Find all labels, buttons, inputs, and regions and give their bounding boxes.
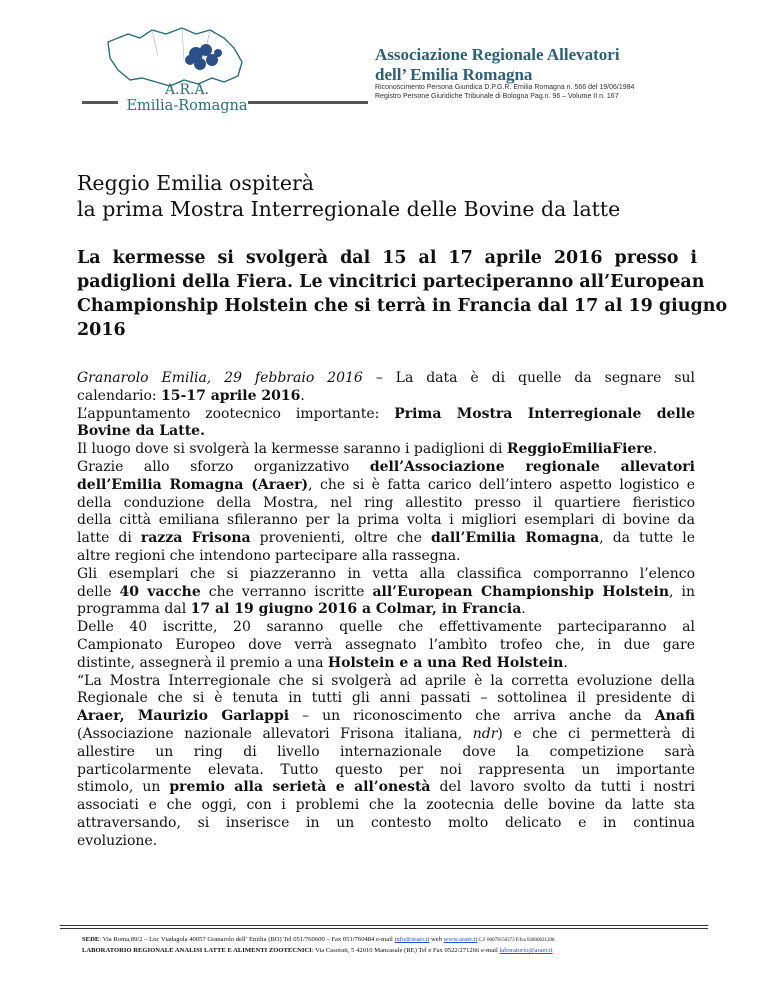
body-line: latte di razza Frisona provenienti, oltre che dall’Emilia Romagna, da tutte le (77, 530, 695, 547)
body-line: associati e che oggi, con i problemi che la zootecnia delle bovine da latte sta (77, 797, 695, 814)
logo-abbreviation: A.R.A. (164, 82, 210, 98)
body-line: della città emiliana sfileranno per la prima volta i migliori esemplari di bovine da (77, 512, 695, 529)
subheadline (77, 246, 728, 342)
footer-line: LABORATORIO REGIONALE ANALISI LATTE E ALIMENTI ZOOTECNICI: Via Casorati, 5 42010 Mancasale (RE) Tel e Fax 0522/271266 e-mail laboratorio@araer.it (82, 947, 553, 954)
body-line: Granarolo Emilia, 29 febbraio 2016 – La data è di quelle da segnare sul (77, 370, 696, 386)
logo-left-rule (82, 101, 118, 104)
footer-rule (60, 925, 708, 926)
body-line: distinte, assegnerà il premio a una Holstein e a una Red Holstein. (77, 654, 568, 671)
body-line: (Associazione nazionale allevatori Frisona italiana, ndr) e che ci permetterà di (77, 725, 695, 742)
subheadline-line: 2016 (77, 320, 126, 340)
registration-line: Registro Persone Giuridiche Tribunale di Bologna Pag.n. 96 – Volume II n. 167 (375, 93, 619, 100)
body-line: allestire un ring di livello internazionale dove la competizione sarà (77, 743, 695, 760)
body-line: altre regioni che intendono partecipare alla rassegna. (77, 547, 461, 564)
ara-logo (78, 20, 340, 120)
logo-right-rule (248, 101, 368, 104)
logo-name: Emilia-Romagna (126, 98, 248, 114)
registration-line: Riconoscimento Persona Giuridica D.P.G.R. Emilia Romagna n. 566 del 19/06/1984 (375, 84, 635, 91)
body-line: particolarmente elevata. Tutto questo per noi rappresenta un importante (77, 761, 695, 778)
body-line: calendario: 15-17 aprile 2016. (77, 387, 305, 404)
body-line: “La Mostra Interregionale che si svolgerà ad aprile è la corretta evoluzione della (77, 672, 695, 689)
body-line: Grazie allo sforzo organizzativo dell’Associazione regionale allevatori (77, 458, 695, 475)
footer-rule (60, 928, 708, 929)
registration-info (375, 83, 634, 101)
body-line: delle 40 vacche che verranno iscritte all’European Championship Holstein, in (77, 583, 695, 600)
footer (82, 935, 702, 956)
footer-line: SEDE: Via Roma,89/2 – Loc Viadagola 40057 Granarolo dell’ Emilia (BO) Tel 051/760600 – Fax 051/760484 e-mail info@araer.it web www.araer.it C.F 80079150373 P.Iva 02800631208 (82, 936, 555, 943)
body-line: Regionale che si è tenuta in tutti gli anni passati – sottolinea il presidente di (77, 690, 695, 707)
body-line: Bovine da Latte. (77, 423, 205, 440)
headline-line: la prima Mostra Interregionale delle Bovine da latte (77, 197, 621, 221)
website-link[interactable]: www.araer.it (443, 936, 478, 943)
organization-title (375, 45, 620, 85)
headline-line: Reggio Emilia ospiterà (77, 171, 314, 195)
headline (77, 170, 717, 222)
body-line: evoluzione. (77, 832, 158, 849)
subheadline-line: Championship Holstein che si terrà in Francia dal 17 al 19 giugno (77, 296, 728, 316)
organization-title-line: Associazione Regionale Allevatori (375, 45, 620, 64)
body-line: L’appuntamento zootecnico importante: Prima Mostra Interregionale delle (77, 405, 695, 422)
body-line: programma dal 17 al 19 giugno 2016 a Colmar, in Francia. (77, 601, 526, 618)
body-line: stimolo, un premio alla serietà e all’onestà del lavoro svolto da tutti i nostri (77, 779, 695, 796)
body-line: Araer, Maurizio Garlappi – un riconoscimento che arriva anche da Anafi (77, 708, 696, 725)
lab-email-link[interactable]: laboratorio@araer.it (499, 947, 553, 954)
body-line: Gli esemplari che si piazzeranno in vetta alla classifica comporranno l’elenco (77, 565, 695, 582)
organization-title-line: dell’ Emilia Romagna (375, 65, 533, 84)
body-line: della conduzione della Mostra, nel ring allestito presso il quartiere fieristico (77, 494, 695, 511)
body-line: Delle 40 iscritte, 20 saranno quelle che effettivamente parteciparanno al (77, 619, 695, 636)
email-link[interactable]: info@araer.it (394, 936, 430, 943)
body-line: dell’Emilia Romagna (Araer), che si è fatta carico dell’intero aspetto logistico e (77, 476, 696, 493)
body-line: Il luogo dove si svolgerà la kermesse saranno i padiglioni di ReggioEmiliaFiere. (77, 441, 658, 458)
dateline: Granarolo Emilia, 29 febbraio 2016 (77, 370, 363, 386)
subheadline-line: padiglioni della Fiera. Le vincitrici parteciperanno all’European (77, 272, 705, 292)
subheadline-line: La kermesse si svolgerà dal 15 al 17 aprile 2016 presso i (77, 248, 697, 268)
body-line: attraversando, si inserisce in un contesto molto delicato e in continua (77, 814, 695, 831)
article-body (77, 370, 695, 851)
body-line: Campionato Europeo dove verrà assegnato l’ambìto trofeo che, in due gare (77, 636, 695, 653)
